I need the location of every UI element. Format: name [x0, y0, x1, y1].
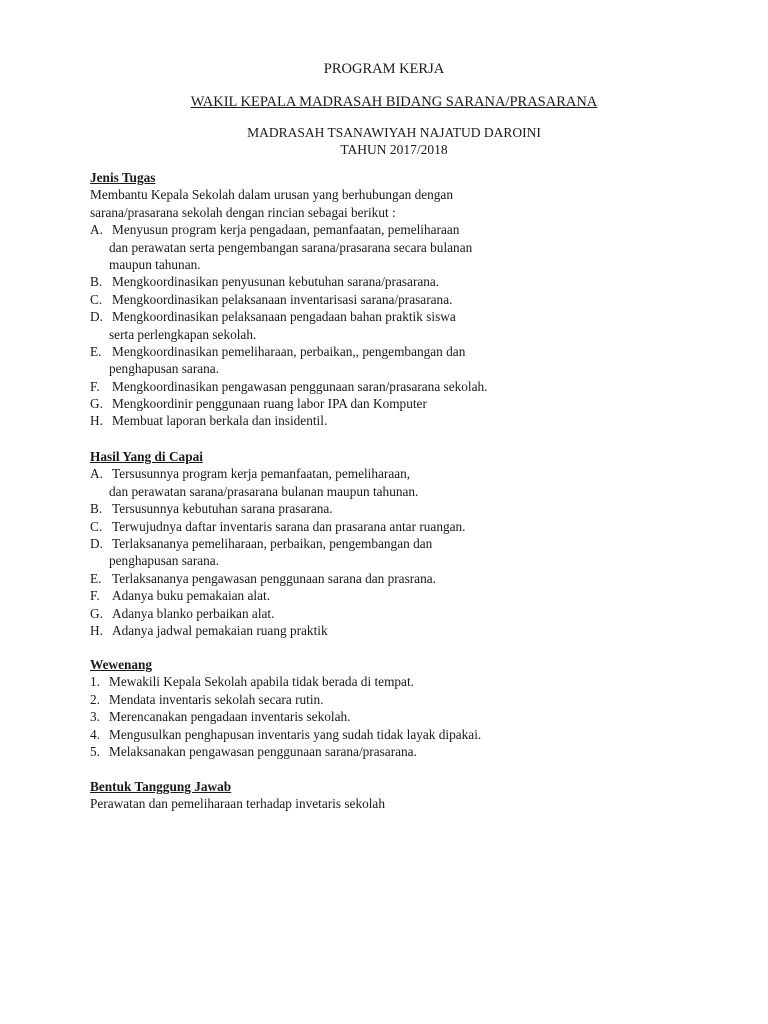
list-item	[90, 691, 730, 708]
list-item	[90, 395, 730, 412]
list-marker: A.	[90, 466, 103, 482]
list-marker: 1.	[90, 674, 100, 690]
list-item-text: Mengkoordinir penggunaan ruang labor IPA dan Komputer	[112, 396, 427, 412]
list-item-text: Mendata inventaris sekolah secara rutin.	[109, 691, 324, 707]
list-item	[90, 622, 730, 639]
list-item-text: Terlaksananya pengawasan penggunaan sarana dan prasrana.	[112, 570, 436, 586]
list-item-text: Adanya blanko perbaikan alat.	[112, 605, 275, 621]
list-item-text: Adanya jadwal pemakaian ruang praktik	[112, 622, 328, 638]
list-item	[90, 743, 730, 760]
list-item	[90, 308, 730, 325]
document-subtitle: WAKIL KEPALA MADRASAH BIDANG SARANA/PRASARANA	[190, 94, 598, 110]
list-item-continuation: dan perawatan sarana/prasarana bulanan maupun tahunan.	[109, 483, 419, 499]
list-marker: D.	[90, 535, 103, 551]
list-item	[90, 500, 730, 517]
section-jenis-tugas	[90, 169, 730, 430]
list-item-continuation: penghapusan sarana.	[109, 361, 220, 377]
list-item	[90, 291, 730, 308]
document-title: PROGRAM KERJA	[323, 61, 445, 77]
academic-year: TAHUN 2017/2018	[340, 142, 448, 157]
list-item-text: Adanya buku pemakaian alat.	[112, 588, 271, 604]
list-item-text: Mengkoordinasikan pemeliharaan, perbaikan,, pengembangan dan	[112, 343, 466, 359]
list-item-continuation: dan perawatan serta pengembangan sarana/prasarana secara bulanan	[109, 239, 473, 255]
list-item-text: Mengusulkan penghapusan inventaris yang sudah tidak layak dipakai.	[109, 726, 482, 742]
list-item-text: Mengkoordinasikan pelaksanaan inventarisasi sarana/prasarana.	[112, 291, 453, 307]
list-item	[90, 412, 730, 429]
list-marker: G.	[90, 396, 103, 412]
list-item	[90, 587, 730, 604]
list-item	[90, 518, 730, 535]
list-item	[90, 673, 730, 690]
list-marker: F.	[90, 588, 100, 604]
section-hasil	[90, 448, 730, 639]
list-item-text: Merencanakan pengadaan inventaris sekolah.	[109, 709, 351, 725]
list-marker: A.	[90, 222, 103, 238]
list-marker: 2.	[90, 691, 100, 707]
section-heading: Wewenang	[90, 657, 153, 672]
list-item	[90, 378, 730, 395]
list-item	[90, 605, 730, 622]
list-marker: E.	[90, 343, 102, 359]
list-marker: 3.	[90, 709, 100, 725]
list-item-text: Mengkoordinasikan pengawasan penggunaan saran/prasarana sekolah.	[112, 378, 488, 394]
list-marker: C.	[90, 291, 103, 307]
list-item-text: Terwujudnya daftar inventaris sarana dan prasarana antar ruangan.	[112, 518, 466, 534]
intro-text: Membantu Kepala Sekolah dalam urusan yang berhubungan dengan	[90, 187, 453, 203]
list-marker: 4.	[90, 726, 100, 742]
section-heading: Jenis Tugas	[90, 170, 156, 185]
list-item-text: Melaksanakan pengawasan penggunaan sarana/prasarana.	[109, 743, 417, 759]
list-marker: B.	[90, 501, 103, 517]
list-item-text: Mengkoordinasikan pelaksanaan pengadaan bahan praktik siswa	[112, 309, 456, 325]
list-item	[90, 726, 730, 743]
list-item-continuation: maupun tahunan.	[109, 256, 201, 272]
school-name: MADRASAH TSANAWIYAH NAJATUD DAROINI	[247, 125, 541, 140]
list-marker: H.	[90, 413, 103, 429]
list-marker: F.	[90, 378, 100, 394]
list-item-continuation: serta perlengkapan sekolah.	[109, 326, 257, 342]
section-heading: Hasil Yang di Capai	[90, 449, 203, 464]
list-marker: C.	[90, 518, 103, 534]
list-item-text: Tersusunnya program kerja pemanfaatan, pemeliharaan,	[112, 466, 411, 482]
section-tanggung-jawab	[90, 778, 730, 813]
section-wewenang	[90, 656, 730, 760]
list-item-continuation: penghapusan sarana.	[109, 553, 220, 569]
list-item	[90, 343, 730, 360]
list-item	[90, 465, 730, 482]
list-marker: H.	[90, 622, 103, 638]
list-marker: E.	[90, 570, 102, 586]
list-item-text: Tersusunnya kebutuhan sarana prasarana.	[112, 501, 333, 517]
section-heading: Bentuk Tanggung Jawab	[90, 779, 232, 794]
list-item	[90, 535, 730, 552]
list-marker: D.	[90, 309, 103, 325]
paragraph-text: Perawatan dan pemeliharaan terhadap invetaris sekolah	[90, 796, 385, 812]
intro-text: sarana/prasarana sekolah dengan rincian sebagai berikut :	[90, 204, 396, 220]
list-marker: B.	[90, 274, 103, 290]
list-marker: 5.	[90, 743, 100, 759]
list-item	[90, 273, 730, 290]
list-item	[90, 708, 730, 725]
list-item-text: Menyusun program kerja pengadaan, pemanfaatan, pemeliharaan	[112, 222, 460, 238]
list-item-text: Mewakili Kepala Sekolah apabila tidak berada di tempat.	[109, 674, 414, 690]
list-item	[90, 570, 730, 587]
list-marker: G.	[90, 605, 103, 621]
list-item-text: Membuat laporan berkala dan insidentil.	[112, 413, 328, 429]
list-item-text: Terlaksananya pemeliharaan, perbaikan, pengembangan dan	[112, 535, 433, 551]
list-item-text: Mengkoordinasikan penyusunan kebutuhan sarana/prasarana.	[112, 274, 440, 290]
list-item	[90, 221, 730, 238]
